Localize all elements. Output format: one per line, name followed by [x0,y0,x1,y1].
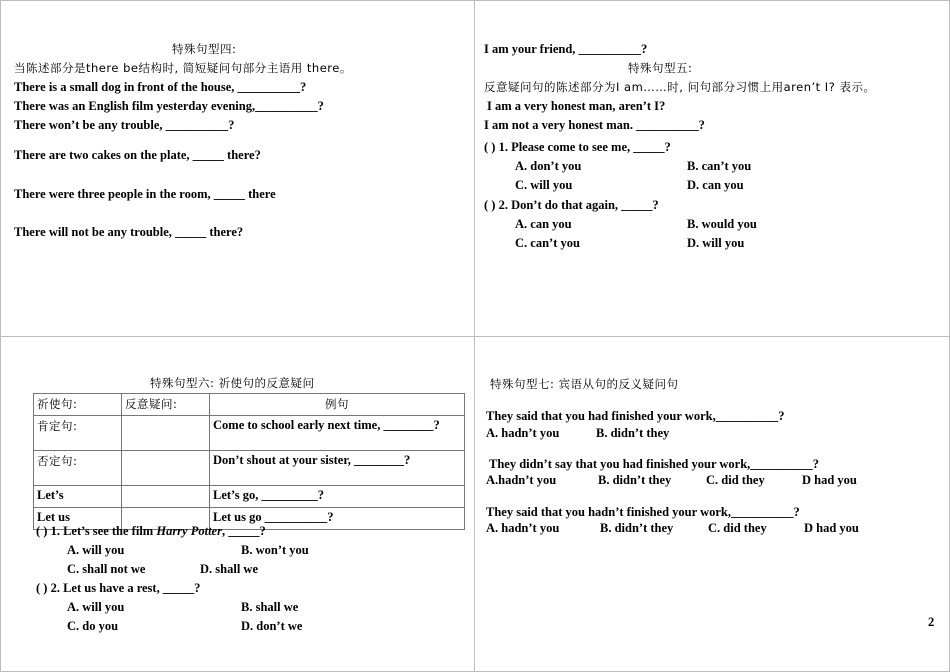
header-tag: 反意疑问: [122,394,210,416]
row-2-type: 否定句: [34,451,122,486]
q1-line-5: There were three people in the room, _____ there [14,187,276,201]
q3-item-2-option-b: B. shall we [241,600,299,614]
q2-item-2-option-c: C. can’t you [515,236,580,250]
q3-item-1-stem-pre: ( ) 1. Let’s see the film [36,524,157,538]
q2-item-1-option-c: C. will you [515,178,573,192]
table-row [34,486,465,508]
q2-title: 特殊句型五: [628,61,693,75]
q1-line-6: There will not be any trouble, _____ there? [14,225,244,239]
q4-group-1-stem: They said that you had finished your work,__________? [486,409,785,423]
q4-group-1-option-a: A. hadn’t you [486,426,560,440]
row-3-type: Let’s [34,486,122,508]
q2-item-2-stem: ( ) 2. Don’t do that again, _____? [484,198,659,212]
row-2-tag [122,451,210,486]
q3-item-2-stem: ( ) 2. Let us have a rest, _____? [36,581,201,595]
q1-title: 特殊句型四: [172,42,237,56]
row-4-example: Let us go __________? [210,508,465,530]
q4-group-2-stem: They didn’t say that you had finished your work,__________? [489,457,820,471]
q2-first-line: I am your friend, __________? [484,42,648,56]
table-row [34,451,465,486]
q2-item-1-option-d: D. can you [687,178,744,192]
q2-rule: 反意疑问句的陈述部分为I am……时, 问句部分习惯上用aren’t I? 表示。 [484,80,876,94]
row-1-tag [122,416,210,451]
q2-item-2-option-d: D. will you [687,236,745,250]
q3-item-1-stem-post: , _____? [221,524,266,538]
header-imperative: 祈使句: [34,394,122,416]
q3-item-1-option-d: D. shall we [200,562,258,576]
q4-group-3-stem: They said that you hadn’t finished your work,__________? [486,505,800,519]
q2-item-2-option-b: B. would you [687,217,757,231]
table-header-row [34,394,465,416]
row-3-tag [122,486,210,508]
q3-title: 特殊句型六: 祈使句的反意疑问 [150,376,315,390]
row-3-example: Let’s go, _________? [210,486,465,508]
q3-item-1-stem [36,524,266,539]
q2-item-1-option-b: B. can’t you [687,159,752,173]
q3-item-1-film-title: Harry Potter [156,524,222,538]
q1-line-2: There was an English film yesterday evening,__________? [14,99,324,113]
q4-group-3-option-d: D had you [804,521,859,535]
q2-example-2: I am not a very honest man. __________? [484,118,705,132]
q4-group-3-option-b: B. didn’t they [600,521,674,535]
q4-group-1-option-b: B. didn’t they [596,426,670,440]
row-4-type: Let us [34,508,122,530]
q3-item-2-option-c: C. do you [67,619,119,633]
header-example: 例句 [210,394,465,416]
imperative-tag-table [33,393,465,530]
row-2-example: Don’t shout at your sister, ________? [210,451,465,486]
q1-line-1: There is a small dog in front of the house, __________? [14,80,307,94]
q4-group-3-option-a: A. hadn’t you [486,521,560,535]
q3-item-1-option-b: B. won’t you [241,543,309,557]
q4-group-2-option-a: A.hadn’t you [486,473,557,487]
row-1-example: Come to school early next time, ________? [210,416,465,451]
q4-title: 特殊句型七: 宾语从句的反义疑问句 [490,377,679,391]
page-number: 2 [928,615,935,629]
row-1-type: 肯定句: [34,416,122,451]
q4-group-3-option-c: C. did they [708,521,767,535]
q3-item-1-option-a: A. will you [67,543,125,557]
horizontal-divider [0,336,950,337]
q2-item-1-stem: ( ) 1. Please come to see me, _____? [484,140,671,154]
q2-item-2-option-a: A. can you [515,217,572,231]
q3-item-2-option-d: D. don’t we [241,619,303,633]
q1-line-4: There are two cakes on the plate, _____ there? [14,148,261,162]
q4-group-2-option-b: B. didn’t they [598,473,672,487]
q3-item-2-option-a: A. will you [67,600,125,614]
q2-example-1: I am a very honest man, aren’t I? [487,99,666,113]
q3-item-1-option-c: C. shall not we [67,562,146,576]
q4-group-2-option-d: D had you [802,473,857,487]
q1-line-3: There won’t be any trouble, __________? [14,118,235,132]
q1-rule: 当陈述部分是there be结构时, 简短疑问句部分主语用 there。 [14,61,352,75]
q2-item-1-option-a: A. don’t you [515,159,582,173]
table-row [34,416,465,451]
q4-group-2-option-c: C. did they [706,473,765,487]
